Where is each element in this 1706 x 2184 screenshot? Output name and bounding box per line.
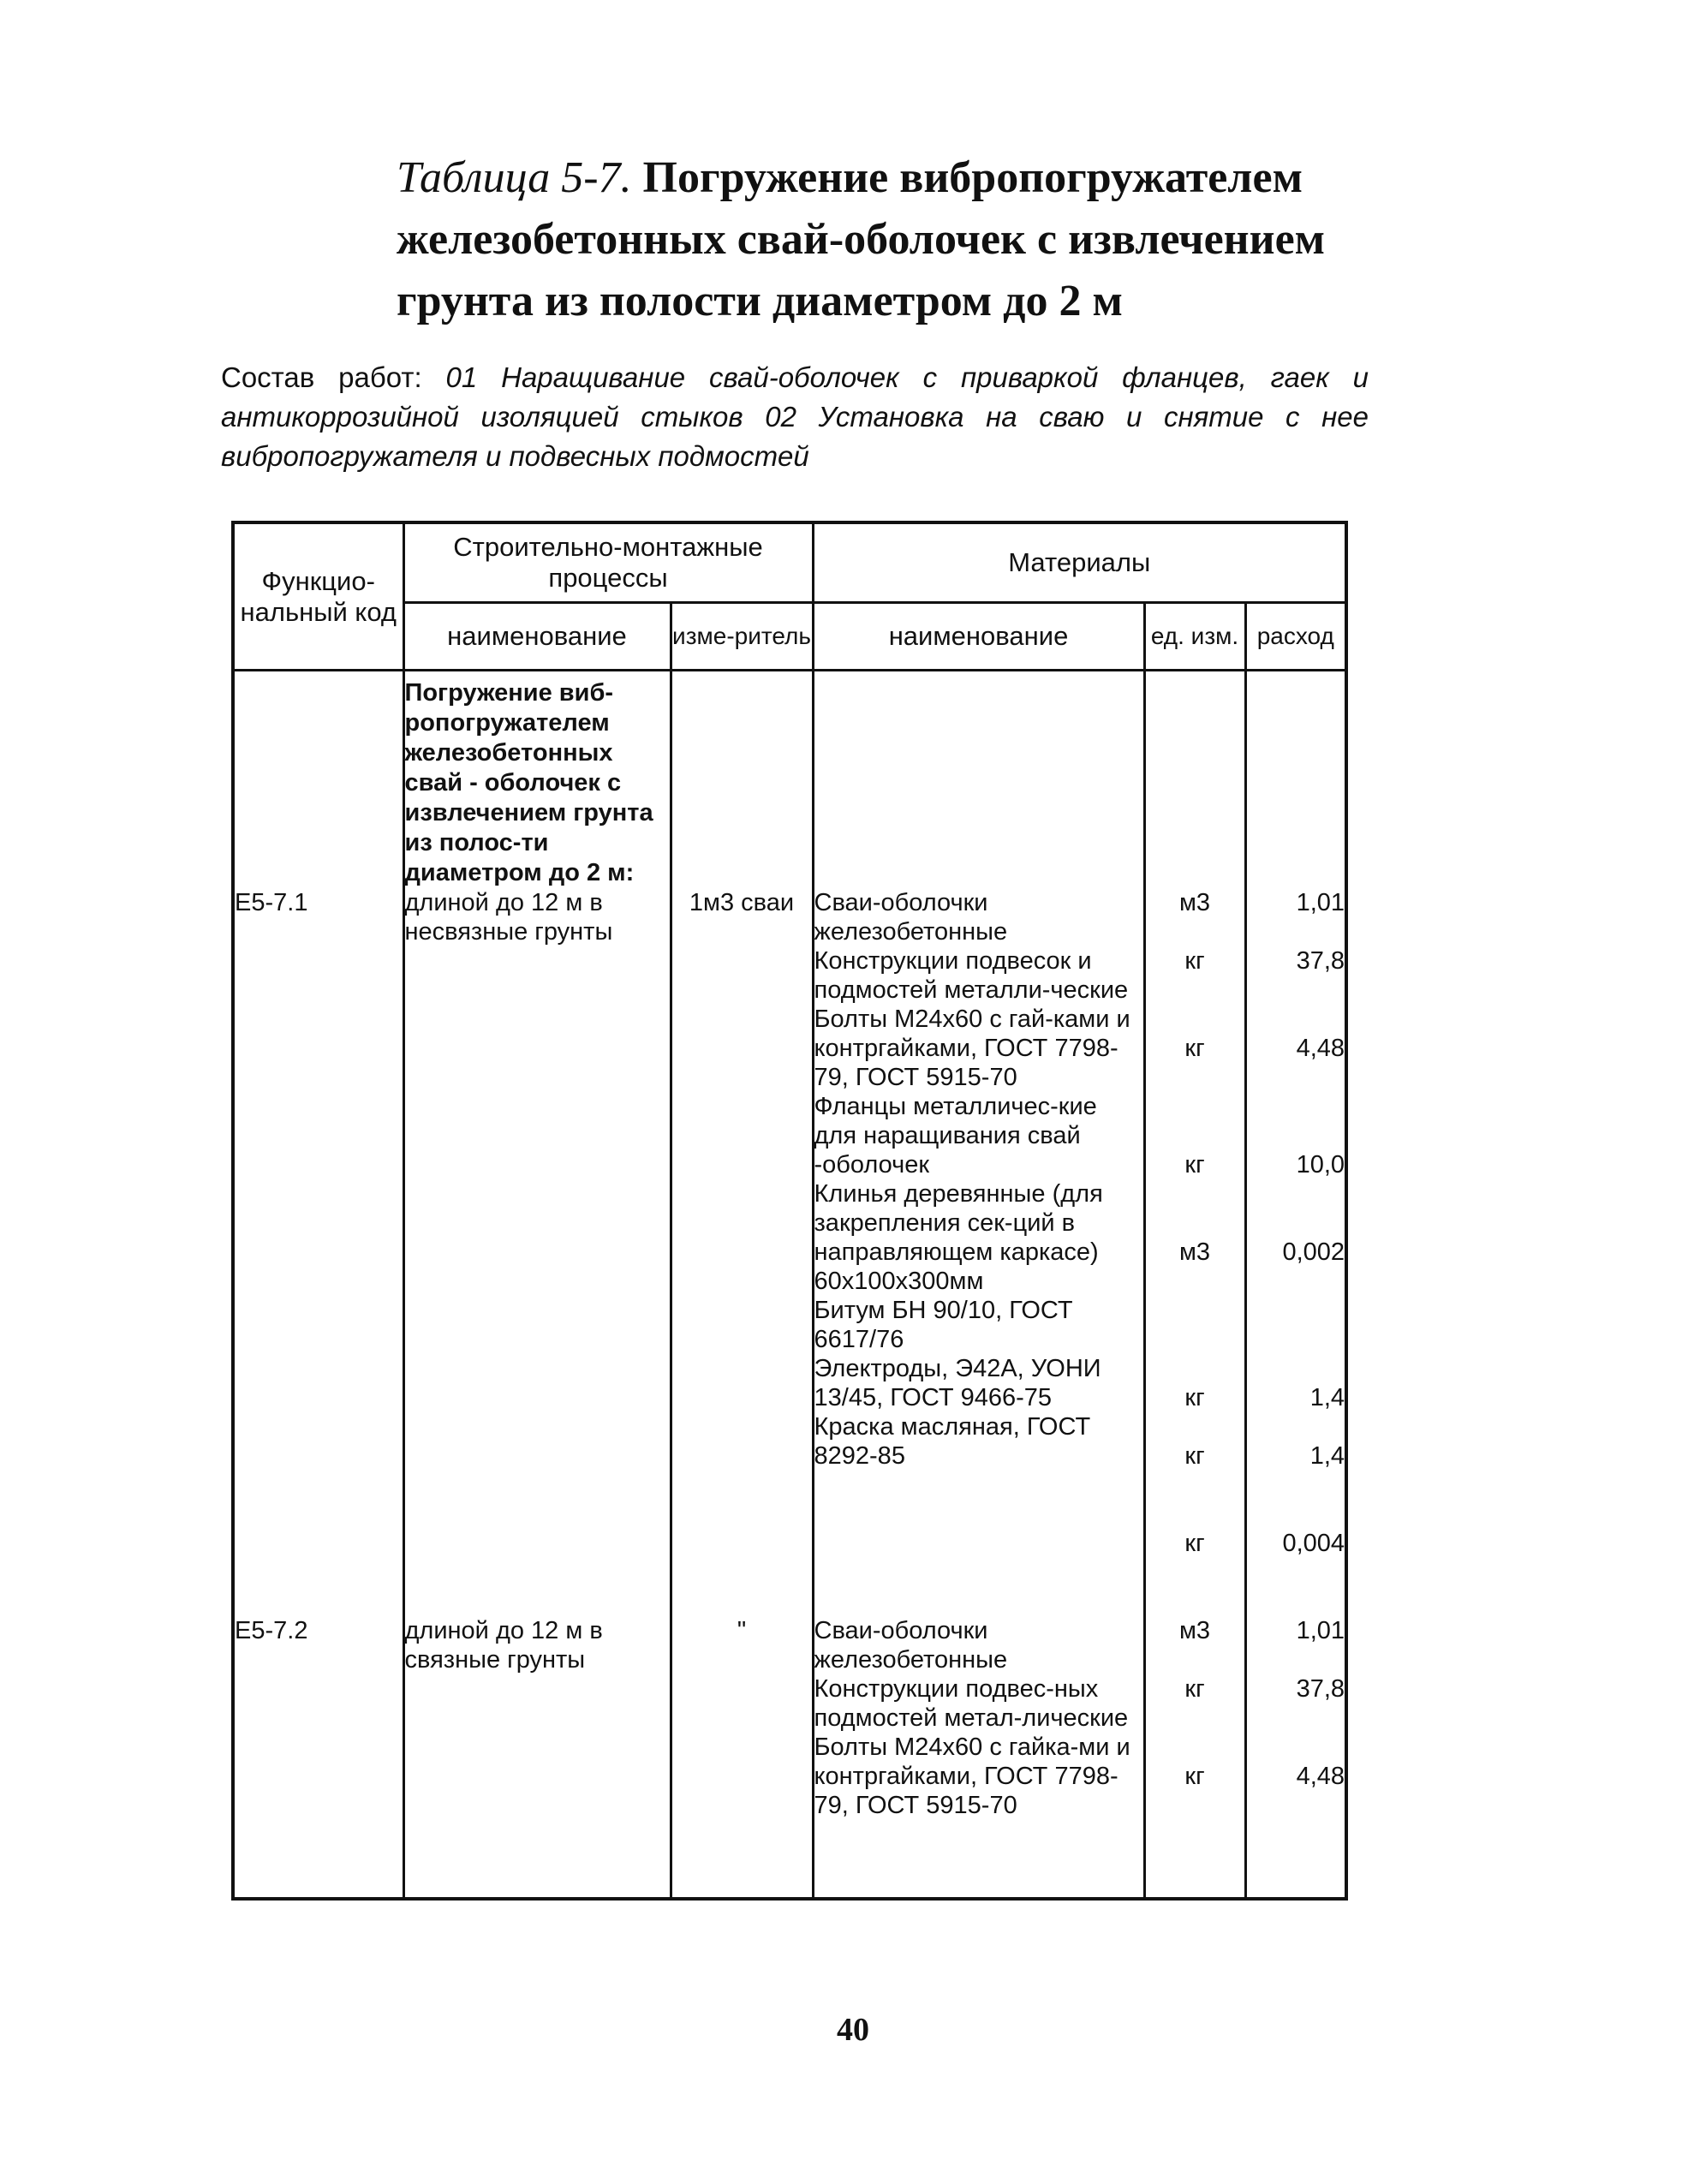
section-title: Погружение виб-ропогружателем железобетонных свай - оболочек с извлечением грунта из полос-ти диаметром до 2 м: [404,679,653,886]
table-bottom [233,1878,1346,1899]
table-title [397,147,1381,332]
material-unit: кг [1184,1763,1205,1790]
row-process-name: длиной до 12 м в связные грунты [403,1587,671,1878]
table-row [233,1587,1346,1878]
material-unit: кг [1184,1151,1205,1179]
material-unit: кг [1184,1675,1205,1703]
material-qty: 1,01 [1296,1617,1345,1644]
material-unit: кг [1184,1384,1205,1411]
material-name: Клинья деревянные (для закрепления сек-ций в направляющем каркасе) 60х100х300мм [814,1180,1103,1295]
material-unit: м3 [1178,1238,1211,1266]
material-qty: 0,004 [1282,1530,1345,1557]
row-meter: 1м3 сваи [671,888,813,1587]
header-meter: изме-ритель [671,603,813,671]
material-unit: м3 [1178,889,1211,916]
material-name: Болты М24х60 с гайка-ми и контргайками, ГОСТ 7798-79, ГОСТ 5915-70 [814,1733,1130,1819]
material-qty: 0,002 [1282,1238,1345,1266]
section-row [233,671,1346,889]
material-unit: кг [1184,1442,1205,1470]
material-name: Фланцы металличес-кие для наращивания свай -оболочек [814,1093,1097,1179]
material-qty: 1,01 [1296,889,1345,916]
work-composition-label: Состав работ: [221,361,422,393]
material-name: Электроды, Э42А, УОНИ 13/45, ГОСТ 9466-75 [814,1355,1101,1411]
header-process-name: наименование [403,603,671,671]
header-processes: Строительно-монтажные процессы [403,522,813,603]
material-unit: кг [1184,1530,1205,1557]
norms-table [231,521,1348,1901]
header-code: Функцио-нальный код [233,522,403,671]
header-consumption: расход [1245,603,1346,671]
material-name: Краска масляная, ГОСТ 8292-85 [814,1413,1091,1470]
row-code: E5-7.2 [233,1587,403,1878]
material-qty: 37,8 [1296,947,1345,975]
header-material-name: наименование [813,603,1144,671]
material-qty: 37,8 [1296,1675,1345,1703]
work-composition [221,358,1369,476]
row-meter: " [671,1587,813,1878]
row-code: E5-7.1 [233,888,403,1587]
material-unit: м3 [1178,1617,1211,1644]
material-name: Битум БН 90/10, ГОСТ 6617/76 [814,1297,1073,1353]
table-number: Таблица 5-7. [397,153,632,202]
material-name: Конструкции подвесок и подмостей металли-ческие [814,947,1129,1004]
row-process-name: длиной до 12 м в несвязные грунты [403,888,671,1587]
page-number: 40 [837,2012,869,2048]
table-row [233,888,1346,1587]
material-name: Сваи-оболочки железобетонные [814,889,1008,946]
material-qty: 10,0 [1296,1151,1345,1179]
material-name: Болты М24х60 с гай-ками и контргайками, ГОСТ 7798-79, ГОСТ 5915-70 [814,1005,1130,1091]
material-qty: 1,4 [1309,1384,1345,1411]
material-qty: 4,48 [1296,1035,1345,1062]
material-unit: кг [1184,1035,1205,1062]
material-name: Конструкции подвес-ных подмостей метал-лические [814,1675,1129,1732]
material-unit: кг [1184,947,1205,975]
material-qty: 1,4 [1309,1442,1345,1470]
table-title-text: Погружение вибропогружателем железобетонных свай-оболочек с извлечением грунта из полости диаметром до 2 м [397,153,1326,325]
material-qty: 4,48 [1296,1763,1345,1790]
header-materials: Материалы [813,522,1346,603]
work-composition-text: 01 Наращивание свай-оболочек с приваркой фланцев, гаек и антикоррозийной изоляцией стыков 02 Установка на сваю и снятие с нее вибропогружателя и подвесных подмостей [221,361,1369,472]
material-name: Сваи-оболочки железобетонные [814,1617,1008,1674]
header-unit: ед. изм. [1144,603,1245,671]
